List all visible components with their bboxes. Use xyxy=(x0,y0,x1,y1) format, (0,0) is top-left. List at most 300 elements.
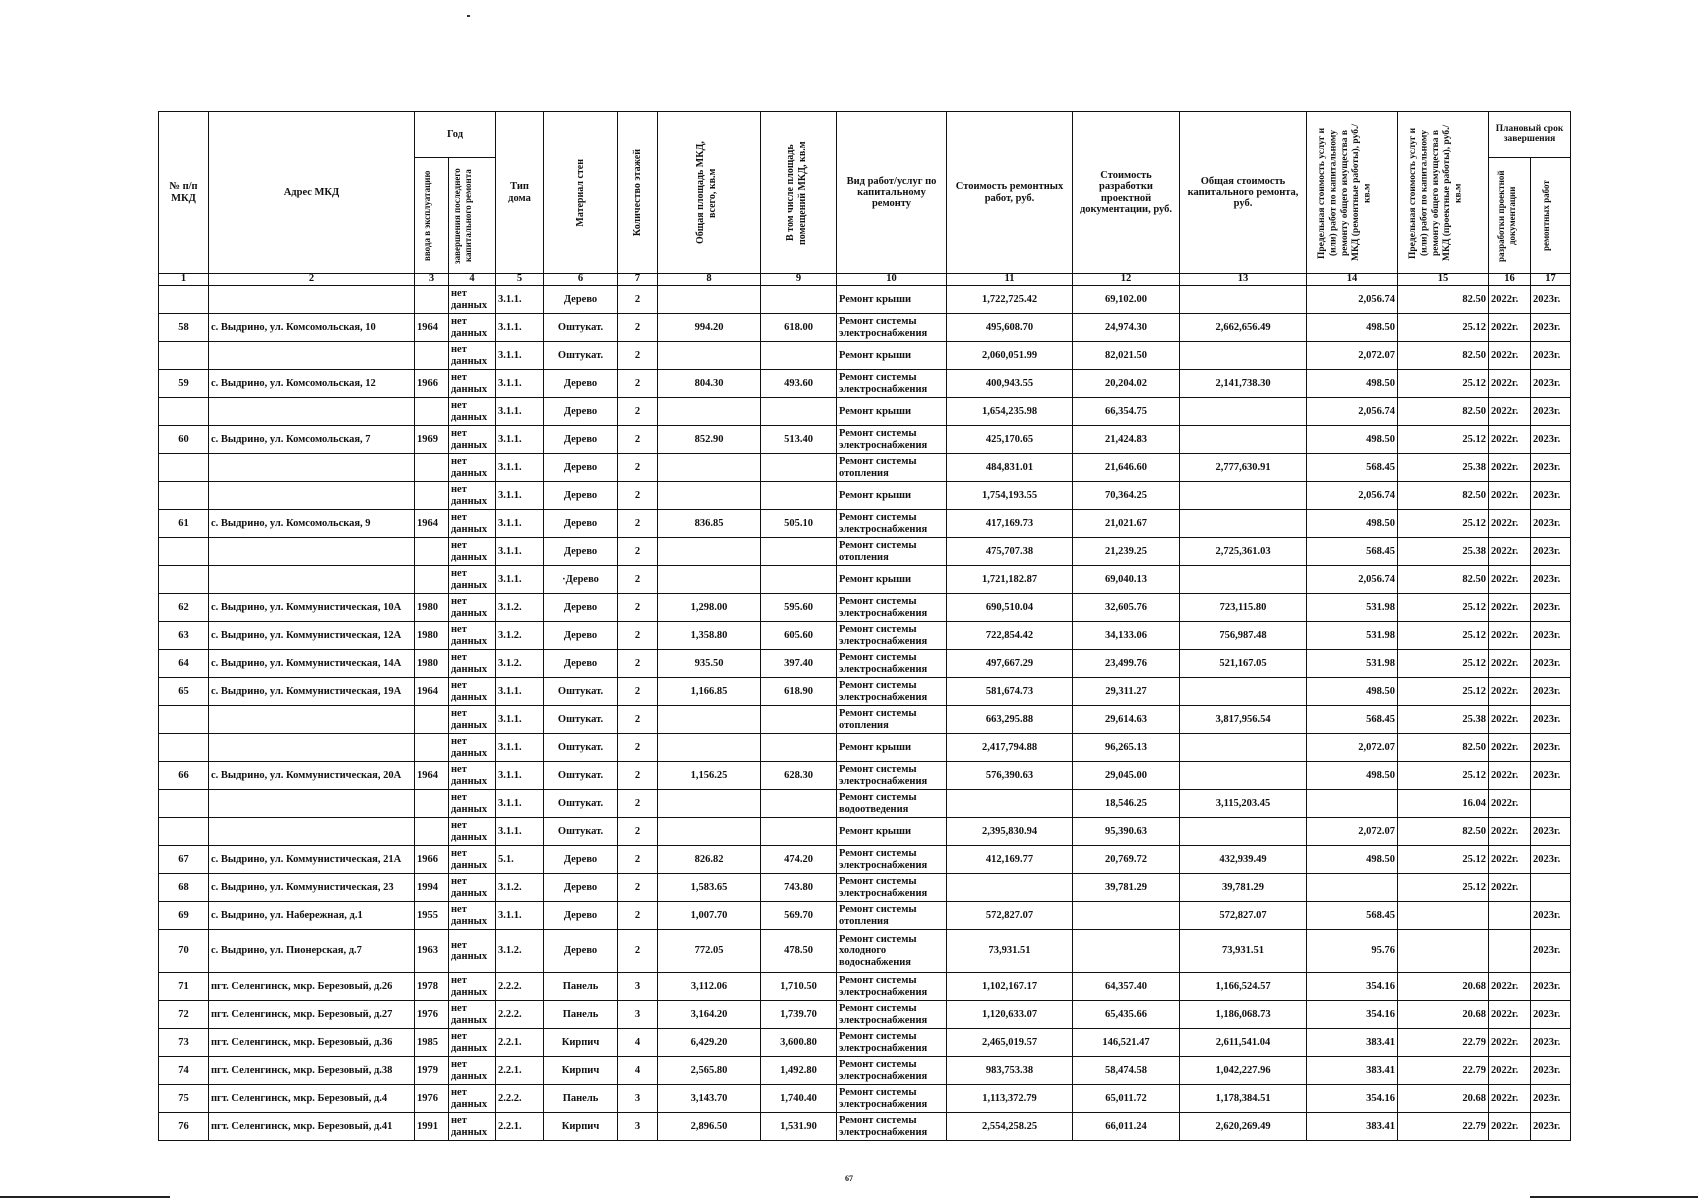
cell-work-cost: 412,169.77 xyxy=(947,846,1073,874)
cell-total-cost xyxy=(1180,566,1307,594)
cell-area-premises: 1,492.80 xyxy=(761,1057,837,1085)
cell-work-type: Ремонт системы отопления xyxy=(837,454,947,482)
cell-limit-design: 82.50 xyxy=(1398,398,1489,426)
cell-wall-material: Дерево xyxy=(544,622,618,650)
cell-deadline-design: 2022г. xyxy=(1489,482,1531,510)
cell-area-total xyxy=(658,818,761,846)
scan-edge-right xyxy=(1530,1196,1698,1198)
cell-limit-repair: 498.50 xyxy=(1307,426,1398,454)
cell-year-last-repair: нет данных xyxy=(449,706,496,734)
table-row xyxy=(159,594,1571,622)
cell-year-last-repair: нет данных xyxy=(449,622,496,650)
cell-deadline-design: 2022г. xyxy=(1489,818,1531,846)
cell-address: с. Выдрино, ул. Комсомольская, 7 xyxy=(209,426,415,454)
cell-limit-repair: 498.50 xyxy=(1307,314,1398,342)
cell-deadline-design: 2022г. xyxy=(1489,973,1531,1001)
cell-limit-design: 25.12 xyxy=(1398,762,1489,790)
cell-deadline-design: 2022г. xyxy=(1489,734,1531,762)
column-number: 10 xyxy=(837,274,947,286)
cell-area-premises: 1,531.90 xyxy=(761,1113,837,1141)
table-row xyxy=(159,314,1571,342)
cell-wall-material: Дерево xyxy=(544,902,618,930)
cell-floors: 2 xyxy=(618,790,658,818)
cell-year-last-repair: нет данных xyxy=(449,678,496,706)
cell-address xyxy=(209,538,415,566)
cell-wall-material: Панель xyxy=(544,973,618,1001)
cell-row-number: 68 xyxy=(159,874,209,902)
cell-work-cost: 400,943.55 xyxy=(947,370,1073,398)
cell-year-commission xyxy=(415,790,449,818)
cell-house-type: 3.1.1. xyxy=(496,706,544,734)
column-number: 8 xyxy=(658,274,761,286)
cell-work-type: Ремонт системы электроснабжения xyxy=(837,846,947,874)
cell-work-cost: 2,554,258.25 xyxy=(947,1113,1073,1141)
cell-work-type: Ремонт крыши xyxy=(837,818,947,846)
cell-limit-design: 16.04 xyxy=(1398,790,1489,818)
cell-design-cost: 29,311.27 xyxy=(1073,678,1180,706)
cell-area-total xyxy=(658,398,761,426)
cell-deadline-repair: 2023г. xyxy=(1531,678,1571,706)
cell-year-last-repair: нет данных xyxy=(449,874,496,902)
cell-wall-material: Дерево xyxy=(544,454,618,482)
header-area-total: Общая площадь МКД, всего, кв.м xyxy=(695,141,718,244)
scan-edge-left xyxy=(0,1196,170,1198)
cell-work-cost: 722,854.42 xyxy=(947,622,1073,650)
table-row xyxy=(159,1029,1571,1057)
cell-year-last-repair: нет данных xyxy=(449,734,496,762)
cell-wall-material: Оштукат. xyxy=(544,790,618,818)
cell-row-number: 62 xyxy=(159,594,209,622)
header-work-cost: Стоимость ремонтных работ, руб. xyxy=(947,112,1073,274)
cell-limit-design: 82.50 xyxy=(1398,734,1489,762)
cell-area-total: 1,583.65 xyxy=(658,874,761,902)
header-limit-design-cell xyxy=(1398,112,1489,274)
cell-year-last-repair: нет данных xyxy=(449,370,496,398)
cell-limit-design: 20.68 xyxy=(1398,973,1489,1001)
cell-deadline-design: 2022г. xyxy=(1489,1029,1531,1057)
cell-year-commission: 1980 xyxy=(415,622,449,650)
cell-address: пгт. Селенгинск, мкр. Березовый, д.27 xyxy=(209,1001,415,1029)
cell-row-number: 61 xyxy=(159,510,209,538)
cell-work-cost: 2,395,830.94 xyxy=(947,818,1073,846)
cell-work-type: Ремонт системы водоотведения xyxy=(837,790,947,818)
cell-limit-design: 82.50 xyxy=(1398,482,1489,510)
cell-year-last-repair: нет данных xyxy=(449,482,496,510)
table-row xyxy=(159,734,1571,762)
cell-deadline-design: 2022г. xyxy=(1489,706,1531,734)
cell-floors: 2 xyxy=(618,286,658,314)
cell-area-total: 3,143.70 xyxy=(658,1085,761,1113)
cell-deadline-repair: 2023г. xyxy=(1531,1001,1571,1029)
header-type: Тип дома xyxy=(496,112,544,274)
cell-area-total: 804.30 xyxy=(658,370,761,398)
cell-row-number xyxy=(159,566,209,594)
cell-deadline-repair: 2023г. xyxy=(1531,973,1571,1001)
cell-year-last-repair: нет данных xyxy=(449,1085,496,1113)
header-year-repair: завершения последнего капитального ремонта xyxy=(452,167,473,264)
header-floors-cell xyxy=(618,112,658,274)
cell-design-cost: 21,424.83 xyxy=(1073,426,1180,454)
cell-address: с. Выдрино, ул. Коммунистическая, 20А xyxy=(209,762,415,790)
cell-address: с. Выдрино, ул. Комсомольская, 10 xyxy=(209,314,415,342)
cell-wall-material: Дерево xyxy=(544,426,618,454)
cell-work-type: Ремонт крыши xyxy=(837,398,947,426)
column-number: 1 xyxy=(159,274,209,286)
cell-floors: 3 xyxy=(618,1085,658,1113)
cell-limit-repair: 2,072.07 xyxy=(1307,734,1398,762)
cell-total-cost xyxy=(1180,762,1307,790)
cell-year-last-repair: нет данных xyxy=(449,930,496,973)
cell-area-premises xyxy=(761,706,837,734)
cell-work-cost: 1,654,235.98 xyxy=(947,398,1073,426)
cell-design-cost: 146,521.47 xyxy=(1073,1029,1180,1057)
cell-deadline-design: 2022г. xyxy=(1489,1113,1531,1141)
cell-design-cost xyxy=(1073,930,1180,973)
cell-house-type: 3.1.1. xyxy=(496,454,544,482)
cell-deadline-repair: 2023г. xyxy=(1531,818,1571,846)
table-row xyxy=(159,650,1571,678)
cell-wall-material: Оштукат. xyxy=(544,678,618,706)
cell-work-cost: 1,120,633.07 xyxy=(947,1001,1073,1029)
cell-address: с. Выдрино, ул. Коммунистическая, 10А xyxy=(209,594,415,622)
cell-limit-repair xyxy=(1307,790,1398,818)
cell-deadline-repair xyxy=(1531,874,1571,902)
cell-deadline-repair: 2023г. xyxy=(1531,1085,1571,1113)
cell-total-cost: 2,611,541.04 xyxy=(1180,1029,1307,1057)
cell-house-type: 5.1. xyxy=(496,846,544,874)
header-design-cost: Стоимость разработки проектной документации, руб. xyxy=(1073,112,1180,274)
cell-area-total xyxy=(658,538,761,566)
cell-year-commission: 1964 xyxy=(415,678,449,706)
cell-wall-material: Оштукат. xyxy=(544,706,618,734)
cell-house-type: 2.2.1. xyxy=(496,1113,544,1141)
cell-address xyxy=(209,818,415,846)
cell-house-type: 3.1.1. xyxy=(496,482,544,510)
cell-area-total: 772.05 xyxy=(658,930,761,973)
cell-work-cost: 2,417,794.88 xyxy=(947,734,1073,762)
cell-area-premises: 595.60 xyxy=(761,594,837,622)
cell-deadline-design: 2022г. xyxy=(1489,650,1531,678)
cell-limit-design: 25.38 xyxy=(1398,538,1489,566)
cell-deadline-design: 2022г. xyxy=(1489,314,1531,342)
cell-house-type: 3.1.1. xyxy=(496,426,544,454)
cell-design-cost: 96,265.13 xyxy=(1073,734,1180,762)
cell-floors: 2 xyxy=(618,566,658,594)
cell-work-cost: 576,390.63 xyxy=(947,762,1073,790)
cell-work-type: Ремонт системы электроснабжения xyxy=(837,1029,947,1057)
table-row xyxy=(159,973,1571,1001)
cell-house-type: 3.1.1. xyxy=(496,510,544,538)
cell-work-cost: 417,169.73 xyxy=(947,510,1073,538)
cell-area-premises: 513.40 xyxy=(761,426,837,454)
header-deadline-repair-cell xyxy=(1531,158,1571,274)
cell-total-cost: 1,178,384.51 xyxy=(1180,1085,1307,1113)
cell-year-last-repair: нет данных xyxy=(449,846,496,874)
cell-deadline-design: 2022г. xyxy=(1489,762,1531,790)
column-number: 9 xyxy=(761,274,837,286)
cell-address xyxy=(209,734,415,762)
cell-limit-design: 25.12 xyxy=(1398,426,1489,454)
cell-year-commission: 1976 xyxy=(415,1085,449,1113)
cell-work-cost: 690,510.04 xyxy=(947,594,1073,622)
cell-work-cost: 425,170.65 xyxy=(947,426,1073,454)
cell-work-cost xyxy=(947,790,1073,818)
cell-row-number: 65 xyxy=(159,678,209,706)
cell-floors: 2 xyxy=(618,762,658,790)
header-limit-repair: Предельная стоимость услуг и (или) работ по капитальному ремонту общего имущества в МКД (ремонтные работы), руб./кв.м xyxy=(1317,124,1373,261)
cell-house-type: 2.2.2. xyxy=(496,1085,544,1113)
cell-wall-material: Кирпич xyxy=(544,1029,618,1057)
table-row xyxy=(159,930,1571,973)
cell-total-cost: 2,662,656.49 xyxy=(1180,314,1307,342)
cell-total-cost: 1,166,524.57 xyxy=(1180,973,1307,1001)
cell-area-total: 994.20 xyxy=(658,314,761,342)
cell-year-last-repair: нет данных xyxy=(449,594,496,622)
cell-design-cost: 70,364.25 xyxy=(1073,482,1180,510)
cell-area-total xyxy=(658,566,761,594)
cell-row-number xyxy=(159,482,209,510)
table-row xyxy=(159,818,1571,846)
cell-row-number xyxy=(159,818,209,846)
cell-total-cost: 3,817,956.54 xyxy=(1180,706,1307,734)
cell-area-premises: 1,740.40 xyxy=(761,1085,837,1113)
column-number: 15 xyxy=(1398,274,1489,286)
cell-year-last-repair: нет данных xyxy=(449,1029,496,1057)
cell-limit-repair: 568.45 xyxy=(1307,538,1398,566)
cell-floors: 2 xyxy=(618,902,658,930)
cell-deadline-design: 2022г. xyxy=(1489,426,1531,454)
cell-deadline-repair: 2023г. xyxy=(1531,1057,1571,1085)
cell-area-total: 826.82 xyxy=(658,846,761,874)
cell-deadline-repair: 2023г. xyxy=(1531,706,1571,734)
cell-area-premises: 569.70 xyxy=(761,902,837,930)
cell-floors: 2 xyxy=(618,818,658,846)
cell-deadline-design: 2022г. xyxy=(1489,454,1531,482)
cell-year-last-repair: нет данных xyxy=(449,342,496,370)
cell-work-type: Ремонт системы электроснабжения xyxy=(837,622,947,650)
column-number: 5 xyxy=(496,274,544,286)
cell-house-type: 3.1.1. xyxy=(496,342,544,370)
cell-year-last-repair: нет данных xyxy=(449,1057,496,1085)
cell-year-last-repair: нет данных xyxy=(449,510,496,538)
cell-limit-design: 22.79 xyxy=(1398,1113,1489,1141)
cell-row-number xyxy=(159,342,209,370)
cell-wall-material: Оштукат. xyxy=(544,818,618,846)
cell-address xyxy=(209,790,415,818)
cell-design-cost: 66,011.24 xyxy=(1073,1113,1180,1141)
column-number-row xyxy=(159,274,1571,286)
cell-row-number xyxy=(159,398,209,426)
cell-row-number xyxy=(159,454,209,482)
cell-work-cost: 475,707.38 xyxy=(947,538,1073,566)
table-row xyxy=(159,538,1571,566)
cell-row-number: 70 xyxy=(159,930,209,973)
table-row xyxy=(159,790,1571,818)
cell-floors: 2 xyxy=(618,370,658,398)
cell-total-cost xyxy=(1180,398,1307,426)
cell-area-premises: 505.10 xyxy=(761,510,837,538)
cell-limit-repair: 383.41 xyxy=(1307,1057,1398,1085)
cell-deadline-design: 2022г. xyxy=(1489,370,1531,398)
cell-deadline-design xyxy=(1489,930,1531,973)
cell-design-cost: 29,614.63 xyxy=(1073,706,1180,734)
cell-year-last-repair: нет данных xyxy=(449,973,496,1001)
cell-total-cost: 521,167.05 xyxy=(1180,650,1307,678)
cell-row-number xyxy=(159,706,209,734)
cell-floors: 2 xyxy=(618,398,658,426)
cell-floors: 2 xyxy=(618,734,658,762)
cell-total-cost: 723,115.80 xyxy=(1180,594,1307,622)
cell-area-total: 3,164.20 xyxy=(658,1001,761,1029)
column-number: 13 xyxy=(1180,274,1307,286)
column-number: 14 xyxy=(1307,274,1398,286)
cell-work-cost: 495,608.70 xyxy=(947,314,1073,342)
cell-wall-material: Панель xyxy=(544,1085,618,1113)
cell-work-cost: 572,827.07 xyxy=(947,902,1073,930)
cell-wall-material: Дерево xyxy=(544,482,618,510)
cell-deadline-design: 2022г. xyxy=(1489,622,1531,650)
cell-limit-repair: 95.76 xyxy=(1307,930,1398,973)
cell-work-type: Ремонт системы электроснабжения xyxy=(837,370,947,398)
cell-work-type: Ремонт системы отопления xyxy=(837,902,947,930)
cell-limit-design: 22.79 xyxy=(1398,1057,1489,1085)
cell-wall-material: Дерево xyxy=(544,846,618,874)
cell-area-premises xyxy=(761,398,837,426)
cell-deadline-design: 2022г. xyxy=(1489,398,1531,426)
cell-floors: 4 xyxy=(618,1057,658,1085)
cell-house-type: 3.1.1. xyxy=(496,370,544,398)
cell-floors: 3 xyxy=(618,973,658,1001)
cell-work-cost: 1,721,182.87 xyxy=(947,566,1073,594)
cell-work-type: Ремонт системы электроснабжения xyxy=(837,1113,947,1141)
cell-total-cost: 432,939.49 xyxy=(1180,846,1307,874)
cell-wall-material: Дерево xyxy=(544,594,618,622)
cell-wall-material: Панель xyxy=(544,1001,618,1029)
cell-house-type: 3.1.1. xyxy=(496,818,544,846)
cell-floors: 2 xyxy=(618,930,658,973)
cell-work-cost: 1,113,372.79 xyxy=(947,1085,1073,1113)
cell-year-commission: 1955 xyxy=(415,902,449,930)
cell-area-premises xyxy=(761,342,837,370)
cell-deadline-repair: 2023г. xyxy=(1531,454,1571,482)
cell-floors: 2 xyxy=(618,538,658,566)
cell-work-type: Ремонт системы холодного водоснабжения xyxy=(837,930,947,973)
cell-floors: 2 xyxy=(618,706,658,734)
cell-work-cost: 663,295.88 xyxy=(947,706,1073,734)
cell-floors: 2 xyxy=(618,594,658,622)
cell-house-type: 3.1.1. xyxy=(496,678,544,706)
cell-work-type: Ремонт системы электроснабжения xyxy=(837,1085,947,1113)
cell-house-type: 3.1.1. xyxy=(496,314,544,342)
cell-area-premises: 618.90 xyxy=(761,678,837,706)
cell-area-total xyxy=(658,482,761,510)
cell-area-premises: 618.00 xyxy=(761,314,837,342)
cell-row-number xyxy=(159,286,209,314)
cell-design-cost: 20,769.72 xyxy=(1073,846,1180,874)
cell-address: с. Выдрино, ул. Коммунистическая, 14А xyxy=(209,650,415,678)
cell-house-type: 3.1.1. xyxy=(496,790,544,818)
cell-design-cost: 34,133.06 xyxy=(1073,622,1180,650)
cell-deadline-repair: 2023г. xyxy=(1531,342,1571,370)
cell-address xyxy=(209,706,415,734)
cell-year-commission: 1964 xyxy=(415,510,449,538)
cell-deadline-design xyxy=(1489,902,1531,930)
cell-address: пгт. Селенгинск, мкр. Березовый, д.26 xyxy=(209,973,415,1001)
cell-deadline-repair: 2023г. xyxy=(1531,398,1571,426)
cell-address: пгт. Селенгинск, мкр. Березовый, д.38 xyxy=(209,1057,415,1085)
cell-area-total: 1,166.85 xyxy=(658,678,761,706)
cell-area-total xyxy=(658,454,761,482)
cell-deadline-repair: 2023г. xyxy=(1531,622,1571,650)
cell-row-number: 69 xyxy=(159,902,209,930)
cell-deadline-design: 2022г. xyxy=(1489,1085,1531,1113)
cell-address: с. Выдрино, ул. Коммунистическая, 19А xyxy=(209,678,415,706)
cell-year-last-repair: нет данных xyxy=(449,426,496,454)
cell-wall-material: Дерево xyxy=(544,398,618,426)
table-row xyxy=(159,342,1571,370)
header-limit-repair-cell xyxy=(1307,112,1398,274)
cell-limit-repair: 2,056.74 xyxy=(1307,286,1398,314)
cell-area-premises xyxy=(761,818,837,846)
cell-year-commission xyxy=(415,286,449,314)
cell-area-premises: 397.40 xyxy=(761,650,837,678)
cell-address: с. Выдрино, ул. Комсомольская, 12 xyxy=(209,370,415,398)
cell-floors: 2 xyxy=(618,678,658,706)
cell-limit-design xyxy=(1398,902,1489,930)
cell-year-commission xyxy=(415,398,449,426)
cell-address: пгт. Селенгинск, мкр. Березовый, д.4 xyxy=(209,1085,415,1113)
cell-limit-design: 25.38 xyxy=(1398,706,1489,734)
column-number: 12 xyxy=(1073,274,1180,286)
header-deadline-repair: ремонтных работ xyxy=(1540,180,1551,251)
cell-floors: 3 xyxy=(618,1001,658,1029)
header-deadline: Плановый срок завершения xyxy=(1489,112,1571,158)
cell-wall-material: Дерево xyxy=(544,874,618,902)
cell-house-type: 2.2.1. xyxy=(496,1057,544,1085)
cell-area-premises xyxy=(761,538,837,566)
cell-work-type: Ремонт системы электроснабжения xyxy=(837,650,947,678)
cell-area-premises xyxy=(761,286,837,314)
cell-area-premises xyxy=(761,566,837,594)
cell-year-last-repair: нет данных xyxy=(449,538,496,566)
cell-deadline-repair: 2023г. xyxy=(1531,286,1571,314)
cell-limit-repair: 568.45 xyxy=(1307,902,1398,930)
cell-deadline-design: 2022г. xyxy=(1489,1057,1531,1085)
cell-design-cost: 39,781.29 xyxy=(1073,874,1180,902)
header-area-premises-cell xyxy=(761,112,837,274)
page-number: 67 xyxy=(845,1174,853,1183)
column-number: 7 xyxy=(618,274,658,286)
cell-deadline-repair xyxy=(1531,790,1571,818)
cell-house-type: 3.1.2. xyxy=(496,650,544,678)
cell-limit-repair: 498.50 xyxy=(1307,510,1398,538)
cell-floors: 2 xyxy=(618,650,658,678)
cell-area-premises: 1,739.70 xyxy=(761,1001,837,1029)
cell-deadline-repair: 2023г. xyxy=(1531,1029,1571,1057)
cell-deadline-repair: 2023г. xyxy=(1531,566,1571,594)
cell-year-last-repair: нет данных xyxy=(449,566,496,594)
cell-year-commission xyxy=(415,818,449,846)
cell-total-cost: 2,141,738.30 xyxy=(1180,370,1307,398)
cell-address: с. Выдрино, ул. Коммунистическая, 23 xyxy=(209,874,415,902)
cell-limit-repair: 531.98 xyxy=(1307,594,1398,622)
cell-row-number xyxy=(159,734,209,762)
cell-design-cost: 66,354.75 xyxy=(1073,398,1180,426)
cell-limit-design: 25.12 xyxy=(1398,370,1489,398)
cell-total-cost: 2,620,269.49 xyxy=(1180,1113,1307,1141)
cell-year-commission: 1991 xyxy=(415,1113,449,1141)
cell-limit-repair xyxy=(1307,874,1398,902)
